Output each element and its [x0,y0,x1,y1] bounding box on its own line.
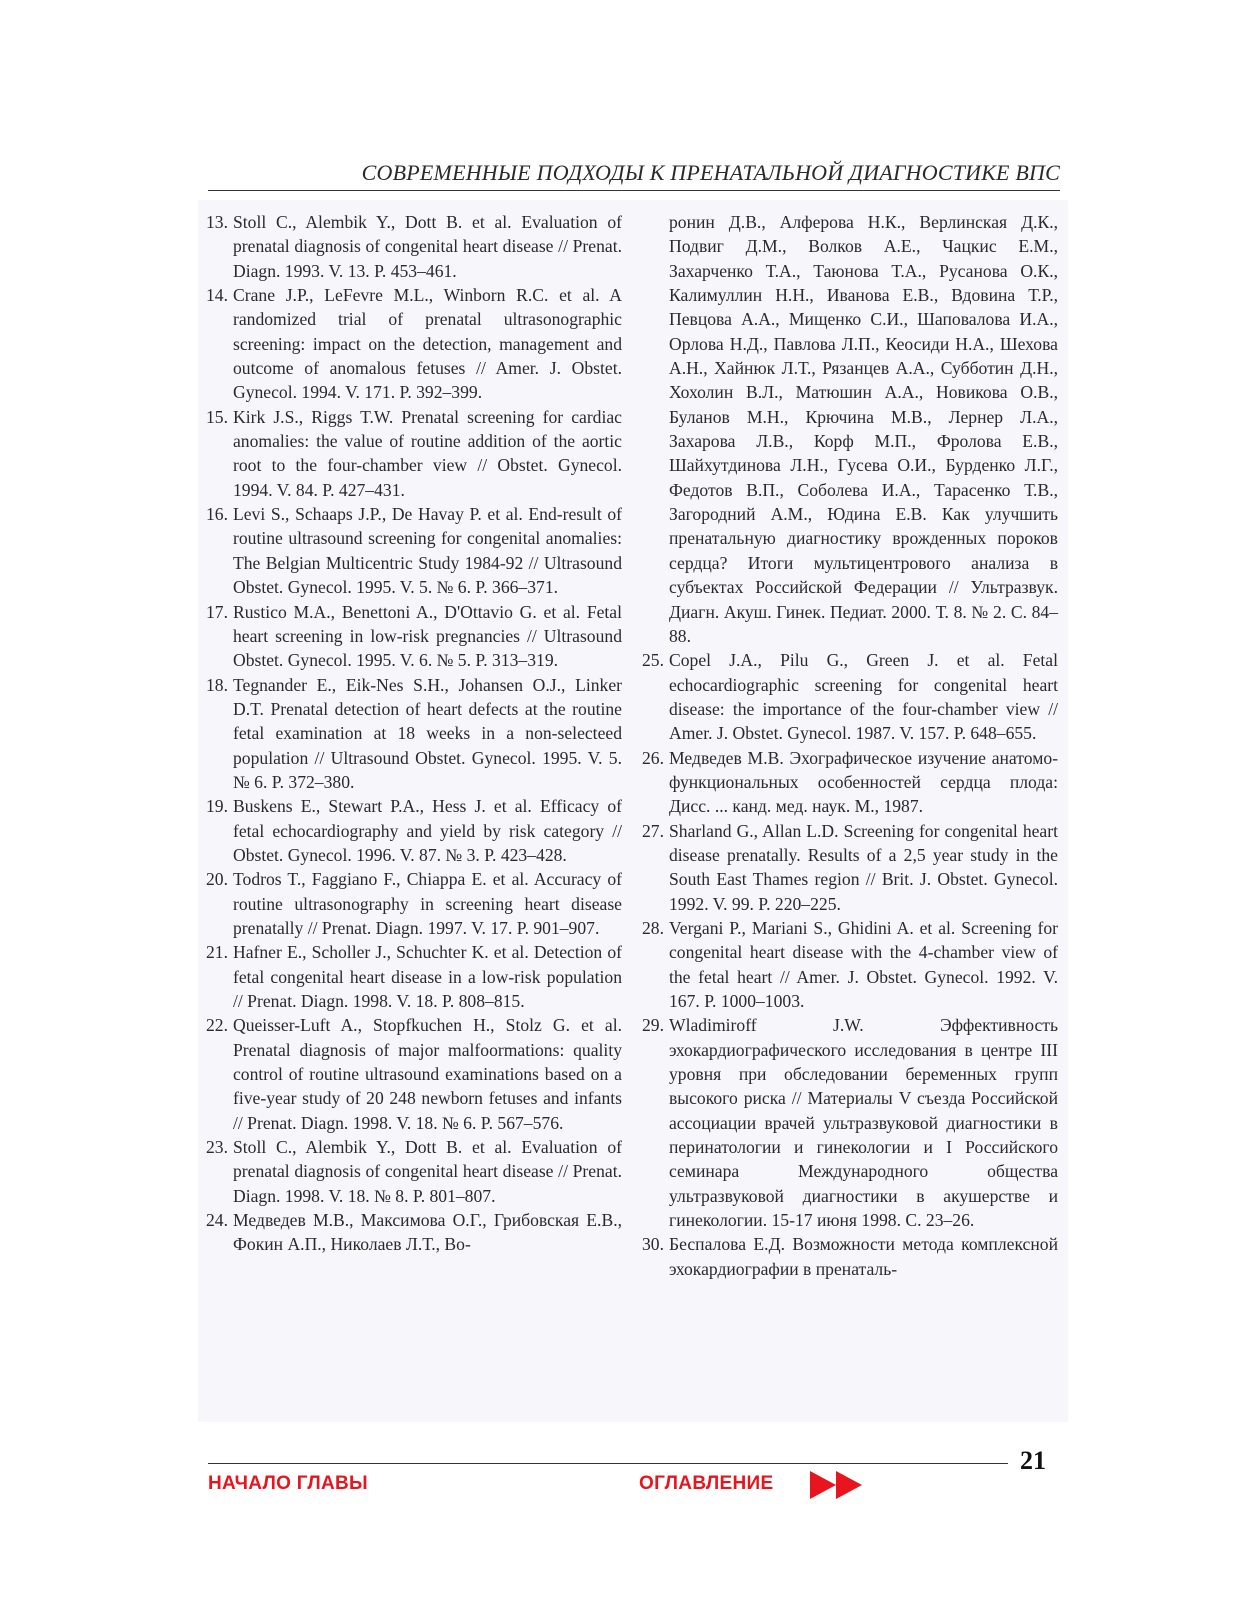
reference-item [206,210,622,283]
reference-number: 22. [206,1015,228,1036]
reference-text: Copel J.A., Pilu G., Green J. et al. Fetal echocardiographic screening for congenital heart disease: the importance of the four-chamber view // Amer. J. Obstet. Gynecol. 1987. V. 157. P. 648–655. [669,650,1058,744]
reference-item [642,648,1058,745]
reference-item [642,916,1058,1013]
reference-number: 24. [206,1210,228,1231]
reference-item [642,746,1058,819]
reference-text: Rustico M.A., Benettoni A., D'Ottavio G. et al. Fetal heart screening in low-risk pregnancies // Ultrasound Obstet. Gynecol. 1995. V. 6. № 5. P. 313–319. [233,601,622,671]
reference-item [642,1013,1058,1232]
reference-text: Stoll C., Alembik Y., Dott B. et al. Evaluation of prenatal diagnosis of congenital heart disease // Prenat. Diagn. 1998. V. 18. № 8. P. 801–807. [233,1137,622,1206]
reference-number: 18. [206,674,228,695]
reference-number: 17. [206,601,228,622]
reference-text: Queisser-Luft A., Stopfkuchen H., Stolz G. et al. Prenatal diagnosis of major malfoormations: quality control of routine ultrasound examinations based on a five-year study of 20 248 newborn fetuses and infants // Prenat. Diagn. 1998. V. 18. № 6. P. 567–576. [233,1015,622,1133]
double-arrow-right-icon[interactable] [810,1467,866,1503]
reference-text: Wladimiroff J.W. Эффективность эхокардиографического исследования в центре III уровня при обследовании беременных групп высокого риска // Материалы V съезда Российской ассоциации врачей ультразвуковой диагностики в перинатологии и гинекологии и I Российского семинара Международного общества ультразвуковой диагностики в акушерстве и гинекологии. 15-17 июня 1998. С. 23–26. [669,1015,1058,1231]
reference-item [206,1135,622,1208]
reference-item [206,794,622,867]
reference-item [206,1208,622,1257]
reference-number: 30. [642,1234,664,1255]
reference-text: Levi S., Schaaps J.P., De Havay P. et al. End-result of routine ultrasound screening for congenital anomalies: The Belgian Multicentric Study 1984-92 // Ultrasound Obstet. Gynecol. 1995. V. 5. № 6. P. 366–371. [233,504,622,598]
reference-item [642,819,1058,916]
reference-number: 20. [206,869,228,890]
reference-text: Todros T., Faggiano F., Chiappa E. et al. Accuracy of routine ultrasonography in screening heart disease prenatally // Prenat. Diagn. 1997. V. 17. P. 901–907. [233,869,622,938]
reference-number: 23. [206,1137,228,1158]
table-of-contents-link[interactable]: ОГЛАВЛЕНИЕ [639,1473,774,1494]
reference-text: Stoll C., Alembik Y., Dott B. et al. Evaluation of prenatal diagnosis of congenital heart disease // Prenat. Diagn. 1993. V. 13. P. 453–461. [233,212,622,281]
reference-column-right [642,210,1058,1281]
reference-item [206,405,622,502]
reference-item [206,1013,622,1135]
footer-divider [208,1463,1008,1464]
reference-number: 14. [206,285,228,306]
reference-continuation: ронин Д.В., Алферова Н.К., Верлинская Д.К., Подвиг Д.М., Волков А.Е., Чацкис Е.М., Захарченко Т.А., Таюнова Т.А., Русанова О.К., Калимуллин Н.Н., Иванова Е.В., Вдовина Т.Р., Певцова А.А., Мищенко С.И., Шаповалова И.А., Орлова Н.Д., Павлова Л.П., Кеосиди Н.А., Шехова А.Н., Хайнюк Л.Т., Рязанцев А.А., Субботин Д.Н., Хохолин В.Л., Матюшин А.А., Новикова О.В., Буланов М.Н., Крючина М.В., Лернер Л.А., Захарова Л.В., Корф М.П., Фролова Е.В., Шайхутдинова Л.Н., Гусева О.И., Бурденко Л.Г., Федотов В.П., Соболева И.А., Тарасенко Т.В., Загородний А.М., Юдина Е.В. Как улучшить пренатальную диагностику врожденных пороков сердца? Итоги мультицентрового анализа в субъектах Российской Федерации // Ультразвук. Диагн. Акуш. Гинек. Педиат. 2000. Т. 8. № 2. С. 84–88. [669,212,1058,646]
reference-item [642,1232,1058,1281]
running-header [208,160,1060,191]
reference-text: Vergani P., Mariani S., Ghidini A. et al. Screening for congenital heart disease with the 4-chamber view of the fetal heart // Amer. J. Obstet. Gynecol. 1992. V. 167. P. 1000–1003. [669,917,1058,1011]
running-header-title: СОВРЕМЕННЫЕ ПОДХОДЫ К ПРЕНАТАЛЬНОЙ ДИАГНОСТИКЕ ВПС [361,160,1060,185]
reference-text: Kirk J.S., Riggs T.W. Prenatal screening for cardiac anomalies: the value of routine addition of the aortic root to the four-chamber view // Obstet. Gynecol. 1994. V. 84. P. 427–431. [233,406,622,500]
reference-item [206,940,622,1013]
reference-number: 27. [642,820,664,841]
reference-text: Медведев М.В. Эхографическое изучение анатомо-функциональных особенностей сердца плода: Дисс. ... канд. мед. наук. М., 1987. [669,747,1058,817]
reference-number: 26. [642,747,664,768]
chapter-start-link[interactable]: НАЧАЛО ГЛАВЫ [208,1473,368,1494]
reference-number: 13. [206,212,228,232]
reference-item [206,673,622,795]
reference-item [206,502,622,599]
reference-number: 28. [642,917,664,938]
reference-number: 16. [206,504,228,525]
reference-text: Медведев М.В., Максимова О.Г., Грибовская Е.В., Фокин А.П., Николаев Л.Т., Во- [233,1210,622,1255]
reference-text: Sharland G., Allan L.D. Screening for congenital heart disease prenatally. Results of a 2,5 year study in the South East Thames region // Brit. J. Obstet. Gynecol. 1992. V. 99. P. 220–225. [669,820,1058,914]
reference-item [206,283,622,405]
reference-number: 25. [642,650,664,671]
reference-number: 19. [206,796,228,817]
reference-item [206,600,622,673]
reference-text: Crane J.P., LeFevre M.L., Winborn R.C. et al. A randomized trial of prenatal ultrasonographic screening: impact on the detection, management and outcome of anomalous fetuses // Amer. J. Obstet. Gynecol. 1994. V. 171. P. 392–399. [233,285,622,403]
page-number: 21 [1020,1446,1046,1475]
reference-item [206,867,622,940]
reference-column-left [206,210,622,1257]
reference-number: 21. [206,942,228,963]
reference-text: Tegnander E., Eik-Nes S.H., Johansen O.J., Linker D.T. Prenatal detection of heart defects at the routine fetal examination at 18 weeks in a non-selecteed population // Ultrasound Obstet. Gynecol. 1995. V. 5. № 6. P. 372–380. [233,674,622,792]
reference-number: 15. [206,406,228,427]
reference-text: Hafner E., Scholler J., Schuchter K. et al. Detection of fetal congenital heart disease in a low-risk population // Prenat. Diagn. 1998. V. 18. P. 808–815. [233,942,622,1011]
reference-text: Buskens E., Stewart P.A., Hess J. et al. Efficacy of fetal echocardiography and yield by risk category // Obstet. Gynecol. 1996. V. 87. № 3. P. 423–428. [233,796,622,865]
reference-text: Беспалова Е.Д. Возможности метода комплексной эхокардиографии в пренаталь- [669,1234,1058,1279]
reference-number: 29. [642,1015,664,1036]
